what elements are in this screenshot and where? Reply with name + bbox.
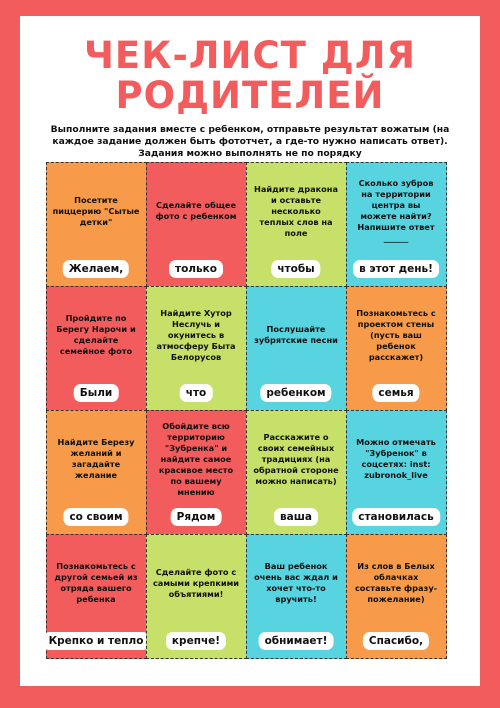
task-text: Сделайте общее фото с ребенком [155,200,237,221]
word-cloud: обнимает! [259,632,334,650]
task-cell [246,534,347,659]
task-text: Познакомьтесь с другой семьей из отряда вашего ребенка [54,561,138,604]
task-cell [46,534,147,659]
task-cell [146,410,247,535]
task-text: Ваш ребенок очень вас ждал и хочет что-то вручить! [254,561,338,604]
task-cell [46,286,147,411]
word-cloud: со своим [63,508,128,526]
word-cloud: ваша [274,508,318,526]
word-cloud: Были [74,384,119,402]
task-text: Найдите Березу желаний и загадайте желание [57,437,135,480]
word-cloud: становилась [352,508,440,526]
task-text: Познакомьтесь с проектом стены (пусть ваш ребенок расскажет) [356,307,436,362]
task-text: Послушайте зубрятские песни [254,324,338,345]
word-cloud: что [180,384,213,402]
title-line-1: ЧЕК-ЛИСТ ДЛЯ [84,34,416,77]
task-text: Можно отмечать "Зубренок" в соцсетях: inst: zubronok_live [356,437,436,480]
word-cloud: Крепко и тепло [43,632,150,650]
word-cloud: в этот день! [353,260,439,278]
word-cloud: только [169,260,223,278]
task-cell [346,534,447,659]
word-cloud: ребенком [260,384,331,402]
task-text: Найдите дракона и оставьте несколько теплых слов на поле [254,183,338,238]
task-text: Из слов в Белых облачках составьте фразу-пожелание) [354,561,438,604]
task-cell [146,162,247,287]
task-text: Посетите пиццерию "Сытые детки" [52,194,140,227]
word-cloud: Желаем, [63,260,129,278]
task-text: Найдите Хутор Неслучь и окунитесь в атмосферу Быта Белорусов [156,307,236,362]
task-cell [346,162,447,287]
word-cloud: крепче! [166,632,226,650]
task-cell [246,286,347,411]
task-cell [246,162,347,287]
word-cloud: Рядом [171,508,222,526]
task-cell [146,286,247,411]
title-line-2: РОДИТЕЛЕЙ [115,74,385,117]
task-cell [146,534,247,659]
task-grid [46,162,446,658]
task-cell [46,162,147,287]
task-cell [346,286,447,411]
task-cell [46,410,147,535]
task-text: Обойдите всю территорию "Зубренка" и найдите самое красивое место по вашему мнению [158,420,234,497]
page-title [20,36,480,116]
word-cloud: семья [372,384,419,402]
task-text: Пройдите по Берегу Нарочи и сделайте семейное фото [56,313,136,356]
word-cloud: чтобы [271,260,320,278]
task-cell [346,410,447,535]
task-cell [246,410,347,535]
word-cloud: Спасибо, [363,632,429,650]
task-text: Сколько зубров на территории центра вы можете найти? Напишите ответ ______ [357,178,435,243]
checklist-sheet [20,16,480,686]
task-text: Сделайте фото с самыми крепкими объятиями! [152,566,240,599]
intro-text: Выполните задания вместе с ребенком, отправьте результат вожатым (на каждое задание должен быть фототчет, а где-то нужно написать ответ). Задания можно выполнять не по порядку [50,124,450,159]
task-text: Расскажите о своих семейных традициях (на обратной стороне можно написать) [253,431,339,486]
